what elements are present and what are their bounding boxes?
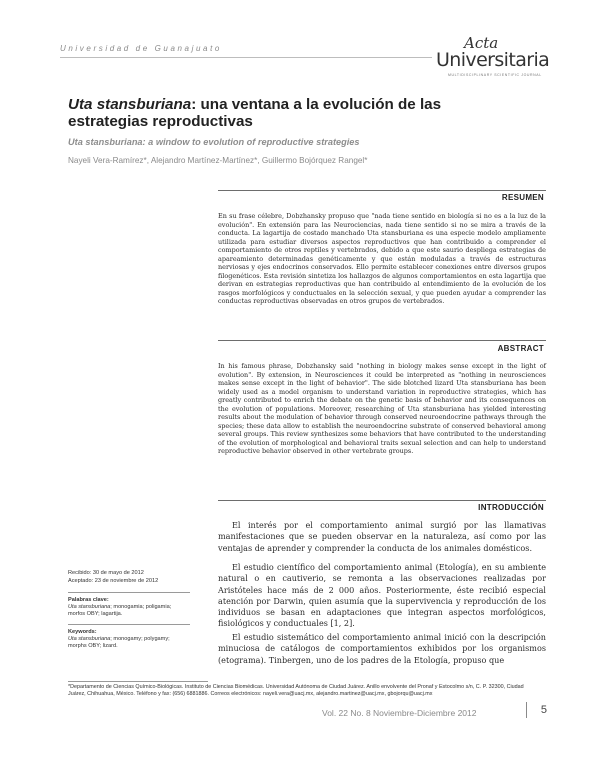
intro-paragraph-1: El interés por el comportamiento animal surgió por las llamativas manifestaciones que se pueden observar en la naturaleza, así como por las ventajas de aprender y comprender la conducta de los animales domésticos. [218, 520, 546, 553]
abstract-heading: ABSTRACT [497, 344, 544, 353]
intro-paragraph-3: El estudio sistemático del comportamiento animal inició con la descripción minuciosa de catálogos de comportamientos exhibidos por los organismos (etograma). Tinbergen, uno de los padres de la Etología, propuso que [218, 632, 546, 665]
article-subtitle: Uta stansburiana: a window to evolution of reproductive strategies [68, 137, 360, 147]
header-rule [60, 57, 432, 58]
sidebar-rule-1 [68, 592, 190, 593]
acta-universitaria-logo [436, 34, 550, 78]
palabras-clave [68, 597, 188, 619]
resumen-heading: RESUMEN [501, 193, 544, 202]
abstract-text: In his famous phrase, Dobzhansky said "nothing in biology makes sense except in the light of evolution". By extension, in Neurosciences it could be interpreted as "nothing in neurosciences makes sense except in the light of behavior". The side blotched lizard Uta stansburiana has been widely used as a model organism to understand variation in reproductive strategies, which has greatly contributed to enrich the debate on the genetic basis of behavior and its consequences on the evolution of populations. Moreover, researching of Uta stansburiana has yielded interesting results about the modulation of behavior through conserved neuroendocrine pathways through the species; these data allow to establish the neuroendocrine substrate of conserved behavioral among several groups. This review synthesizes some behaviors that have contributed to the understanding of the evolution of morphological and behavioral traits sexual selection and can help to understand reproductive behavior observed in other vertebrate groups. [218, 362, 546, 455]
resumen-rule [218, 190, 546, 191]
palabras-clave-label: Palabras clave: [68, 597, 109, 603]
footnote: *Departamento de Ciencias Químico-Biológicas. Instituto de Ciencias Biomédicas. Universidad Autónoma de Ciudad Juárez. Anillo envolvente del Pronaf y Estocolmo s/n, C. P. 32300, Ciudad Juárez, Chihuahua, México. Teléfono y fax: (656) 6881886. Correos electrónicos: nayeli.vera@uacj.mx, alejandro.martinez@uacj.mx, gbojorqu@uacj.mx [68, 684, 524, 697]
resumen-text: En su frase célebre, Dobzhansky propuso que "nada tiene sentido en biología si no es a la luz de la evolución". En extensión para las Neurociencias, nada tiene sentido si no se mira a través de la conducta. La lagartija de costado manchado Uta stansburiana es una especie modelo ampliamente utilizada para estudiar diversos aspectos reproductivos que han contribuido a comprender el comportamiento de otros reptiles y vertebrados, debido a que este saurio despliega estrategias de apareamiento determinadas genéticamente y que están moduladas a través de estructuras nerviosas y ejes endocrinos conservados. Ello permite establecer conexiones entre diversos grupos filogenéticos. Esta revisión sintetiza los hallazgos de algunos comportamientos en esta lagartija que derivan en estrategias reproductivas que han contribuido al entendimiento de la evolución de los rasgos morfológicos y conductuales en la selección sexual, y que pueden ayudar a comprender las conductas reproductivas observadas en otros grupos de vertebrados. [218, 212, 546, 305]
accepted-date: Aceptado: 23 de noviembre de 2012 [68, 578, 159, 584]
keywords-species: Uta stansburiana [68, 636, 111, 643]
volume-info: Vol. 22 No. 8 Noviembre-Diciembre 2012 [322, 708, 477, 718]
intro-paragraph-2: El estudio científico del comportamiento animal (Etología), en su ambiente natural o en cautiverio, se remonta a las observaciones realizadas por Aristóteles hace más de 2 000 años. Posteriormente, éste recibió especial atención por Darwin, quien asumía que la supervivencia y reproducción de los individuos se basan en adaptaciones que integran aspectos morfológicos, fisiológicos y conductuales [1, 2]. [218, 562, 546, 629]
sidebar-rule-2 [68, 624, 190, 625]
article-title [68, 97, 488, 130]
palabras-clave-species: Uta stansburiana [68, 604, 111, 611]
keywords-label: Keywords: [68, 629, 97, 635]
university-name: Universidad de Guanajuato [60, 44, 222, 53]
introduccion-rule [218, 500, 546, 501]
title-species: Uta stansburiana [68, 96, 192, 113]
introduccion-heading: INTRODUCCIÓN [478, 503, 544, 512]
page-number: 5 [526, 702, 547, 718]
palabras-clave-terms: ; monogamia; poligamia; morfos OBY; lagartija. [68, 604, 172, 618]
received-date: Recibido: 30 de mayo de 2012 [68, 570, 144, 576]
logo-universitaria-text: Universitaria [436, 49, 550, 71]
keywords-terms: ; monogamy; polygamy; morphs OBY; lizard. [68, 636, 170, 650]
keywords [68, 629, 188, 651]
logo-acta-text: Acta [464, 34, 499, 52]
title-rest: : una ventana a la evolución de las estrategias reproductivas [68, 96, 442, 130]
logo-tagline: MULTIDISCIPLINARY SCIENTIFIC JOURNAL [448, 73, 542, 77]
abstract-rule [218, 340, 546, 341]
article-authors: Nayeli Vera-Ramírez*, Alejandro Martínez-Martínez*, Guillermo Bojórquez Rangel* [68, 156, 368, 165]
footnote-rule [68, 681, 208, 682]
